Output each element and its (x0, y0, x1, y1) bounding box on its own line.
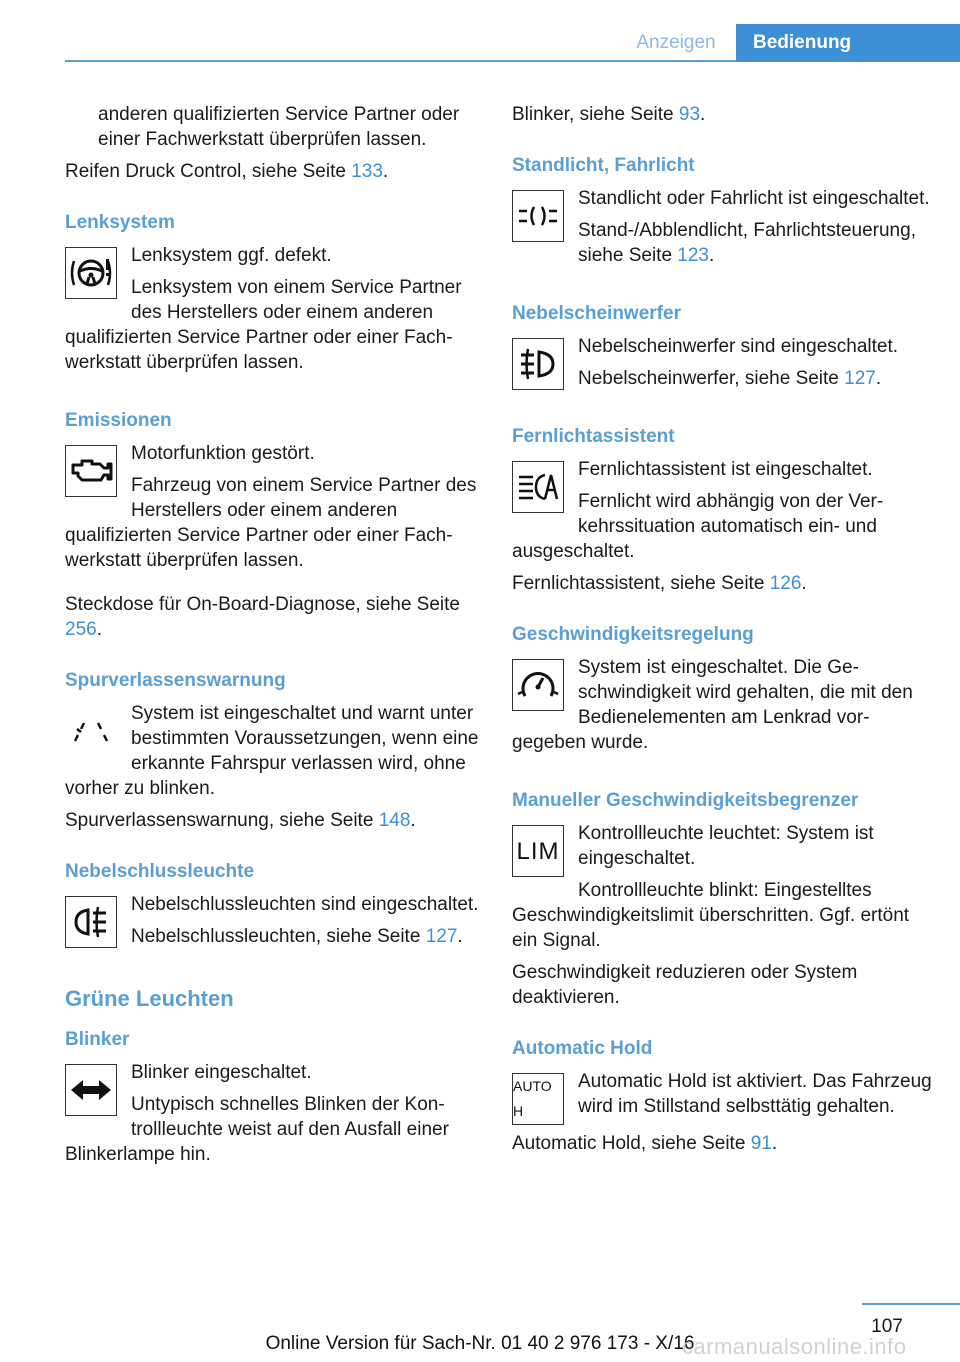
section-hold (512, 1069, 932, 1131)
rdc-reference: Reifen Druck Control, siehe Seite 133. (65, 161, 389, 182)
cruise-control-icon (512, 659, 564, 711)
footer-text: Online Version für Sach-Nr. 01 40 2 976 173 - X/16 (265, 1333, 695, 1354)
heading-spurverlassenswarnung: Spurverlassenswarnung (65, 670, 286, 691)
section-fern (512, 457, 932, 571)
lim-label: LIM (516, 837, 560, 865)
text: Motorfunktion gestört. (131, 443, 315, 464)
speed-limiter-icon (512, 825, 564, 877)
heading-automatic-hold: Automatic Hold (512, 1038, 653, 1059)
rear-fog-light-icon (65, 896, 117, 948)
spur-reference: Spurverlassenswarnung, siehe Seite 148. (65, 810, 416, 831)
section-nebel (512, 334, 932, 398)
page-link[interactable]: 127 (425, 926, 458, 947)
heading-nebelschlussleuchte: Nebelschlussleuchte (65, 861, 255, 882)
text: Kontrollleuchte blinkt: Eingestelltes Geschwindigkeitslimit überschritten. Ggf. ertönt ein Signal. (512, 880, 910, 951)
engine-icon (65, 445, 117, 497)
heading-lenksystem: Lenksystem (65, 212, 175, 233)
section-geschw (512, 655, 932, 762)
page-link[interactable]: 256 (65, 619, 97, 640)
section-nebelschluss (65, 892, 481, 956)
high-beam-assist-icon (512, 461, 564, 513)
section-blinker (65, 1060, 481, 1174)
text: Nebelschlussleuchten sind eingeschaltet. (131, 894, 479, 915)
section-spur (65, 701, 481, 808)
heading-gruene-leuchten: Grüne Leuchten (65, 986, 234, 1011)
heading-fernlichtassistent: Fernlichtassistent (512, 426, 675, 447)
stand-reference: Stand-/Abblendlicht, Fahrlichtsteuerung, siehe Seite 123. (578, 220, 916, 266)
section-standlicht (512, 186, 932, 275)
heading-blinker: Blinker (65, 1029, 130, 1050)
text: Nebelscheinwerfer sind eingeschaltet. (578, 336, 899, 357)
tab-anzeigen[interactable]: Anzeigen (636, 32, 716, 53)
turn-signal-icon (65, 1064, 117, 1116)
footer-rule (862, 1303, 960, 1305)
text: Fernlichtassistent ist eingeschaltet. (578, 459, 873, 480)
page-link[interactable]: 93 (678, 104, 701, 125)
lane-departure-icon (65, 705, 117, 757)
text: System ist eingeschaltet und warnt unter bestimmten Voraussetzungen, wenn eine erkannte Fahrspur verlassen wird, ohne vorher zu blinken. (65, 703, 479, 799)
nebelschluss-reference: Nebelschlussleuchten, siehe Seite 127. (131, 926, 463, 947)
page-number: 107 (871, 1316, 903, 1337)
nebel-reference: Nebelscheinwerfer, siehe Seite 127. (578, 368, 882, 389)
page-link[interactable]: 133 (351, 161, 383, 182)
heading-geschwindigkeitsregelung: Geschwindigkeitsregelung (512, 624, 754, 645)
section-lenksystem (65, 243, 481, 382)
page-link[interactable]: 123 (677, 245, 709, 266)
heading-emissionen: Emissionen (65, 410, 172, 431)
page-link[interactable]: 91 (750, 1133, 772, 1154)
continued-text: anderen qualifizierten Service Partner oder einer Fachwerkstatt überprüfen lassen. (98, 104, 460, 150)
text: Lenksystem ggf. defekt. (131, 245, 332, 266)
text: Untypisch schnelles Blinken der Kontrollleuchte weist auf den Ausfall einer Blinkerlampe hin. (65, 1094, 449, 1165)
heading-nebelscheinwerfer: Nebelscheinwerfer (512, 303, 681, 324)
front-fog-light-icon (512, 338, 564, 390)
blinker-reference: Blinker, siehe Seite 93. (512, 104, 706, 125)
watermark: carmanualsonline.info (682, 1334, 907, 1359)
text: System ist eingeschaltet. Die Geschwindigkeit wird gehalten, die mit den Bedienelementen am Lenkrad vorgegeben wurde. (512, 657, 913, 753)
tab-bedienung[interactable]: Bedienung (736, 24, 960, 62)
parking-light-icon (512, 190, 564, 242)
heading-geschwindigkeitsbegrenzer: Manueller Geschwindigkeitsbegrenzer (512, 790, 859, 811)
text: Geschwindigkeit reduzieren oder System deaktivieren. (512, 962, 858, 1008)
section-emissionen (65, 441, 481, 580)
fern-reference: Fernlichtassistent, siehe Seite 126. (512, 573, 807, 594)
text: Kontrollleuchte leuchtet: System ist eingeschaltet. (578, 823, 874, 869)
page-link[interactable]: 148 (378, 810, 411, 831)
left-column (65, 102, 481, 1174)
text: Lenksystem von einem Service Partner des Herstellers oder einem anderen qualifizierten Service Partner oder einer Fachwerkstatt überprüfen lassen. (65, 277, 462, 373)
text: Fernlicht wird abhängig von der Verkehrssituation automatisch ein- und ausgeschaltet. (512, 491, 884, 562)
text: Blinker eingeschaltet. (131, 1062, 312, 1083)
heading-standlicht: Standlicht, Fahrlicht (512, 155, 695, 176)
text: Fahrzeug von einem Service Partner des Herstellers oder einem anderen qualifizierten Service Partner oder einer Fachwerkstatt überprüfen lassen. (65, 475, 477, 571)
section-lim (512, 821, 932, 960)
text: Standlicht oder Fahrlicht ist eingeschaltet. (578, 188, 930, 209)
obd-reference: Steckdose für On-Board-Diagnose, siehe Seite 256. (65, 594, 460, 640)
text: Automatic Hold ist aktiviert. Das Fahrzeug wird im Stillstand selbsttätig gehalten. (578, 1071, 932, 1117)
auto-hold-label: AUTO H (513, 1078, 552, 1119)
right-column (512, 102, 932, 1163)
page-link[interactable]: 127 (844, 368, 876, 389)
steering-warning-icon (65, 247, 117, 299)
hold-reference: Automatic Hold, siehe Seite 91. (512, 1133, 778, 1154)
auto-hold-icon (512, 1073, 564, 1125)
page-link[interactable]: 126 (769, 573, 802, 594)
